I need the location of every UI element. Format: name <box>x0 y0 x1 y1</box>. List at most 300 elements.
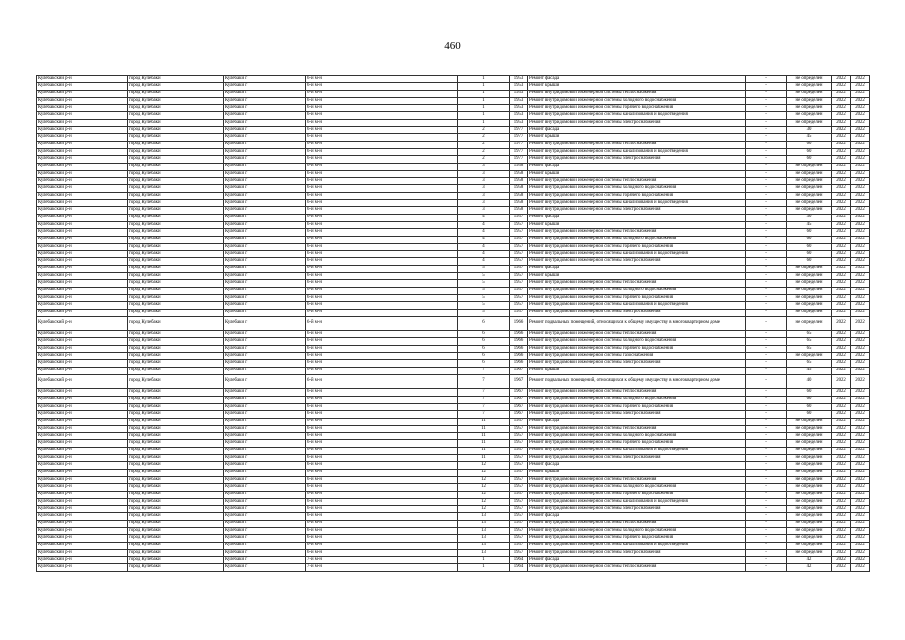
cell-street: 6-й м-н <box>306 498 458 505</box>
table-row <box>37 425 870 432</box>
cell-street: 6-й м-н <box>306 411 458 418</box>
cell-settlement: город Кулебаки <box>128 76 224 83</box>
cell-work-type: Ремонт внутридомовой инженерной системы теплоснабжения <box>528 331 746 338</box>
cell-work-type: Ремонт внутридомовой инженерной системы горячего водоснабжения <box>528 535 746 542</box>
cell-dash: - <box>746 119 787 126</box>
cell-settlement: город Кулебаки <box>128 491 224 498</box>
cell-year-start: 2022 <box>832 221 851 228</box>
cell-year-start: 2022 <box>832 97 851 104</box>
cell-year: 1957 <box>510 287 528 294</box>
cell-dash: - <box>746 564 787 571</box>
cell-term: не определен <box>787 76 832 83</box>
cell-district: Кулебакский р-н <box>37 528 128 535</box>
cell-term: не определен <box>787 192 832 199</box>
cell-locality: Кулебаки г <box>224 462 306 469</box>
cell-work-type: Ремонт фасада <box>528 557 746 564</box>
cell-year-start: 2022 <box>832 141 851 148</box>
cell-work-type: Ремонт внутридомовой инженерной системы холодного водоснабжения <box>528 185 746 192</box>
cell-year: 1957 <box>510 513 528 520</box>
cell-settlement: город Кулебаки <box>128 192 224 199</box>
cell-house: 1 <box>458 112 510 119</box>
table-row <box>37 535 870 542</box>
cell-street: 6-й м-н <box>306 207 458 214</box>
cell-street: 6-й м-н <box>306 185 458 192</box>
cell-street: 6-й м-н <box>306 97 458 104</box>
table-row <box>37 287 870 294</box>
cell-district: Кулебакский р-н <box>37 76 128 83</box>
cell-settlement: город Кулебаки <box>128 564 224 571</box>
cell-locality: Кулебаки г <box>224 396 306 403</box>
cell-work-type: Ремонт фасада <box>528 265 746 272</box>
cell-district: Кулебакский р-н <box>37 192 128 199</box>
cell-house: 13 <box>458 520 510 527</box>
cell-street: 6-й м-н <box>306 462 458 469</box>
cell-year: 1964 <box>510 557 528 564</box>
cell-dash: - <box>746 389 787 396</box>
cell-street: 6-й м-н <box>306 425 458 432</box>
cell-locality: Кулебаки г <box>224 447 306 454</box>
cell-district: Кулебакский р-н <box>37 389 128 396</box>
cell-term: не определен <box>787 119 832 126</box>
cell-settlement: город Кулебаки <box>128 433 224 440</box>
cell-year-end: 2022 <box>851 185 870 192</box>
cell-term: не определен <box>787 97 832 104</box>
cell-year-end: 2022 <box>851 302 870 309</box>
cell-year-end: 2022 <box>851 163 870 170</box>
cell-term: 65 <box>787 338 832 345</box>
table-row <box>37 549 870 556</box>
table-row <box>37 411 870 418</box>
cell-year-end: 2022 <box>851 535 870 542</box>
cell-work-type: Ремонт внутридомовой инженерной системы канализования и водоотведения <box>528 542 746 549</box>
cell-locality: Кулебаки г <box>224 564 306 571</box>
cell-dash: - <box>746 229 787 236</box>
cell-dash: - <box>746 90 787 97</box>
cell-year-start: 2022 <box>832 302 851 309</box>
cell-year-start: 2022 <box>832 119 851 126</box>
table-row <box>37 564 870 571</box>
cell-work-type: Ремонт крыши <box>528 273 746 280</box>
cell-street: 6-й м-н <box>306 294 458 301</box>
cell-term: не определен <box>787 535 832 542</box>
cell-house: 2 <box>458 134 510 141</box>
table-row <box>37 156 870 163</box>
table-row <box>37 105 870 112</box>
cell-settlement: город Кулебаки <box>128 83 224 90</box>
cell-year-start: 2022 <box>832 498 851 505</box>
cell-house: 5 <box>458 280 510 287</box>
cell-year: 1977 <box>510 156 528 163</box>
cell-district: Кулебакский р-н <box>37 403 128 410</box>
cell-settlement: город Кулебаки <box>128 112 224 119</box>
cell-district: Кулебакский р-н <box>37 360 128 367</box>
cell-dash: - <box>746 83 787 90</box>
cell-settlement: город Кулебаки <box>128 389 224 396</box>
cell-year-start: 2022 <box>832 127 851 134</box>
cell-year-end: 2022 <box>851 338 870 345</box>
table-row <box>37 491 870 498</box>
cell-year: 1957 <box>510 236 528 243</box>
cell-street: 6-й м-н <box>306 221 458 228</box>
cell-work-type: Ремонт внутридомовой инженерной системы теплоснабжения <box>528 90 746 97</box>
table-row <box>37 141 870 148</box>
cell-district: Кулебакский р-н <box>37 331 128 338</box>
cell-house: 13 <box>458 542 510 549</box>
cell-work-type: Ремонт внутридомовой инженерной системы холодного водоснабжения <box>528 236 746 243</box>
table-row <box>37 455 870 462</box>
cell-work-type: Ремонт внутридомовой инженерной системы теплоснабжения <box>528 564 746 571</box>
cell-locality: Кулебаки г <box>224 535 306 542</box>
cell-district: Кулебакский р-н <box>37 251 128 258</box>
cell-term: не определен <box>787 520 832 527</box>
cell-house: 1 <box>458 557 510 564</box>
cell-house: 5 <box>458 273 510 280</box>
cell-locality: Кулебаки г <box>224 200 306 207</box>
cell-year: 1966 <box>510 338 528 345</box>
cell-dash: - <box>746 207 787 214</box>
cell-term: 60 <box>787 389 832 396</box>
cell-term: не определен <box>787 185 832 192</box>
cell-year-end: 2022 <box>851 178 870 185</box>
cell-work-type: Ремонт внутридомовой инженерной системы горячего водоснабжения <box>528 192 746 199</box>
cell-locality: Кулебаки г <box>224 469 306 476</box>
cell-street: 6-й м-н <box>306 251 458 258</box>
table-row <box>37 389 870 396</box>
cell-year-end: 2022 <box>851 156 870 163</box>
cell-house: 7 <box>458 367 510 374</box>
cell-settlement: город Кулебаки <box>128 170 224 177</box>
cell-district: Кулебакский р-н <box>37 294 128 301</box>
cell-term: не определен <box>787 207 832 214</box>
cell-street: 6-й м-н <box>306 258 458 265</box>
cell-term: не определен <box>787 491 832 498</box>
cell-house: 4 <box>458 258 510 265</box>
cell-year: 1957 <box>510 294 528 301</box>
cell-street: 6-й м-н <box>306 549 458 556</box>
cell-locality: Кулебаки г <box>224 520 306 527</box>
table-row <box>37 170 870 177</box>
cell-street: 6-й м-н <box>306 127 458 134</box>
cell-dash: - <box>746 447 787 454</box>
cell-street: 6-й м-н <box>306 403 458 410</box>
cell-house: 6 <box>458 338 510 345</box>
cell-term: 60 <box>787 403 832 410</box>
cell-house: 7 <box>458 396 510 403</box>
cell-district: Кулебакский р-н <box>37 338 128 345</box>
cell-locality: Кулебаки г <box>224 389 306 396</box>
cell-year-end: 2022 <box>851 447 870 454</box>
cell-street: 6-й м-н <box>306 119 458 126</box>
cell-year-end: 2022 <box>851 236 870 243</box>
cell-dash: - <box>746 498 787 505</box>
cell-settlement: город Кулебаки <box>128 520 224 527</box>
table-row <box>37 214 870 221</box>
cell-work-type: Ремонт внутридомовой инженерной системы холодного водоснабжения <box>528 528 746 535</box>
cell-district: Кулебакский р-н <box>37 214 128 221</box>
cell-district: Кулебакский р-н <box>37 141 128 148</box>
cell-dash: - <box>746 265 787 272</box>
cell-year-start: 2022 <box>832 462 851 469</box>
cell-locality: Кулебаки г <box>224 506 306 513</box>
cell-year: 1967 <box>510 374 528 388</box>
cell-settlement: город Кулебаки <box>128 367 224 374</box>
cell-year-end: 2022 <box>851 243 870 250</box>
cell-term: не определен <box>787 418 832 425</box>
cell-dash: - <box>746 163 787 170</box>
cell-year-start: 2022 <box>832 549 851 556</box>
cell-street: 6-й м-н <box>306 236 458 243</box>
cell-year: 1957 <box>510 265 528 272</box>
cell-locality: Кулебаки г <box>224 484 306 491</box>
cell-year: 1957 <box>510 484 528 491</box>
cell-year-start: 2022 <box>832 207 851 214</box>
cell-year-end: 2022 <box>851 360 870 367</box>
cell-house: 4 <box>458 221 510 228</box>
table-row <box>37 258 870 265</box>
table-row <box>37 309 870 316</box>
cell-settlement: город Кулебаки <box>128 535 224 542</box>
cell-dash: - <box>746 484 787 491</box>
cell-street: 6-й м-н <box>306 141 458 148</box>
cell-locality: Кулебаки г <box>224 156 306 163</box>
cell-street: 6-й м-н <box>306 243 458 250</box>
cell-year: 1967 <box>510 411 528 418</box>
cell-term: не определен <box>787 105 832 112</box>
cell-locality: Кулебаки г <box>224 243 306 250</box>
cell-dash: - <box>746 367 787 374</box>
cell-locality: Кулебаки г <box>224 127 306 134</box>
cell-term: 65 <box>787 331 832 338</box>
cell-locality: Кулебаки г <box>224 97 306 104</box>
cell-dash: - <box>746 258 787 265</box>
cell-year-end: 2022 <box>851 83 870 90</box>
cell-settlement: город Кулебаки <box>128 360 224 367</box>
cell-settlement: город Кулебаки <box>128 506 224 513</box>
cell-settlement: город Кулебаки <box>128 331 224 338</box>
cell-term: не определен <box>787 542 832 549</box>
cell-year: 1957 <box>510 214 528 221</box>
cell-work-type: Ремонт внутридомовой инженерной системы канализования и водоотведения <box>528 498 746 505</box>
cell-settlement: город Кулебаки <box>128 513 224 520</box>
cell-year: 1958 <box>510 192 528 199</box>
cell-work-type: Ремонт внутридомовой инженерной системы канализования и водоотведения <box>528 200 746 207</box>
cell-term: не определен <box>787 469 832 476</box>
cell-year-start: 2022 <box>832 251 851 258</box>
cell-year-start: 2022 <box>832 367 851 374</box>
cell-locality: Кулебаки г <box>224 294 306 301</box>
cell-house: 2 <box>458 156 510 163</box>
cell-year-end: 2022 <box>851 309 870 316</box>
cell-year-end: 2022 <box>851 557 870 564</box>
cell-year-end: 2022 <box>851 418 870 425</box>
cell-year-start: 2022 <box>832 331 851 338</box>
cell-locality: Кулебаки г <box>224 367 306 374</box>
cell-dash: - <box>746 396 787 403</box>
cell-district: Кулебакский р-н <box>37 520 128 527</box>
cell-settlement: город Кулебаки <box>128 309 224 316</box>
cell-year: 1958 <box>510 200 528 207</box>
cell-year-start: 2022 <box>832 83 851 90</box>
cell-house: 4 <box>458 214 510 221</box>
cell-year-end: 2022 <box>851 469 870 476</box>
cell-work-type: Ремонт внутридомовой инженерной системы горячего водоснабжения <box>528 345 746 352</box>
cell-year-start: 2022 <box>832 360 851 367</box>
cell-year-end: 2022 <box>851 542 870 549</box>
table-row <box>37 83 870 90</box>
cell-year-end: 2022 <box>851 498 870 505</box>
cell-district: Кулебакский р-н <box>37 447 128 454</box>
cell-dash: - <box>746 440 787 447</box>
cell-dash: - <box>746 236 787 243</box>
cell-term: не определен <box>787 528 832 535</box>
cell-locality: Кулебаки г <box>224 105 306 112</box>
cell-settlement: город Кулебаки <box>128 258 224 265</box>
cell-dash: - <box>746 549 787 556</box>
cell-year: 1957 <box>510 498 528 505</box>
cell-street: 6-й м-н <box>306 229 458 236</box>
cell-house: 12 <box>458 476 510 483</box>
cell-year-start: 2022 <box>832 484 851 491</box>
cell-term: не определен <box>787 302 832 309</box>
cell-settlement: город Кулебаки <box>128 97 224 104</box>
cell-year-end: 2022 <box>851 97 870 104</box>
cell-year-start: 2022 <box>832 528 851 535</box>
cell-year: 1977 <box>510 148 528 155</box>
cell-work-type: Ремонт внутридомовой инженерной системы холодного водоснабжения <box>528 97 746 104</box>
cell-year-end: 2022 <box>851 367 870 374</box>
cell-locality: Кулебаки г <box>224 236 306 243</box>
cell-street: 6-й м-н <box>306 345 458 352</box>
cell-house: 1 <box>458 97 510 104</box>
table-row <box>37 200 870 207</box>
cell-dash: - <box>746 170 787 177</box>
cell-district: Кулебакский р-н <box>37 163 128 170</box>
cell-settlement: город Кулебаки <box>128 455 224 462</box>
cell-year-start: 2022 <box>832 353 851 360</box>
cell-year-start: 2022 <box>832 447 851 454</box>
cell-year-start: 2022 <box>832 185 851 192</box>
table-row <box>37 433 870 440</box>
cell-year-end: 2022 <box>851 127 870 134</box>
table-row <box>37 236 870 243</box>
cell-dash: - <box>746 273 787 280</box>
cell-term: не определен <box>787 83 832 90</box>
cell-settlement: город Кулебаки <box>128 243 224 250</box>
cell-settlement: город Кулебаки <box>128 353 224 360</box>
cell-work-type: Ремонт внутридомовой инженерной системы теплоснабжения <box>528 476 746 483</box>
table-row <box>37 273 870 280</box>
cell-dash: - <box>746 345 787 352</box>
cell-house: 12 <box>458 469 510 476</box>
cell-settlement: город Кулебаки <box>128 418 224 425</box>
cell-year-start: 2022 <box>832 345 851 352</box>
cell-locality: Кулебаки г <box>224 440 306 447</box>
cell-year-end: 2022 <box>851 294 870 301</box>
cell-work-type: Ремонт внутридомовой инженерной системы канализования и водоотведения <box>528 148 746 155</box>
cell-street: 6-й м-н <box>306 396 458 403</box>
cell-district: Кулебакский р-н <box>37 119 128 126</box>
cell-dash: - <box>746 403 787 410</box>
cell-district: Кулебакский р-н <box>37 469 128 476</box>
cell-street: 6-й м-н <box>306 287 458 294</box>
cell-locality: Кулебаки г <box>224 491 306 498</box>
cell-district: Кулебакский р-н <box>37 200 128 207</box>
table-row <box>37 134 870 141</box>
cell-year-end: 2022 <box>851 90 870 97</box>
cell-locality: Кулебаки г <box>224 251 306 258</box>
cell-settlement: город Кулебаки <box>128 476 224 483</box>
cell-street: 6-й м-н <box>306 528 458 535</box>
cell-locality: Кулебаки г <box>224 192 306 199</box>
cell-term: не определен <box>787 549 832 556</box>
cell-dash: - <box>746 76 787 83</box>
cell-year-start: 2022 <box>832 506 851 513</box>
cell-settlement: город Кулебаки <box>128 148 224 155</box>
table-row <box>37 127 870 134</box>
cell-district: Кулебакский р-н <box>37 156 128 163</box>
cell-locality: Кулебаки г <box>224 273 306 280</box>
cell-dash: - <box>746 462 787 469</box>
cell-district: Кулебакский р-н <box>37 462 128 469</box>
cell-street: 6-й м-н <box>306 331 458 338</box>
cell-house: 5 <box>458 265 510 272</box>
cell-year-start: 2022 <box>832 455 851 462</box>
cell-settlement: город Кулебаки <box>128 163 224 170</box>
cell-work-type: Ремонт фасада <box>528 127 746 134</box>
cell-district: Кулебакский р-н <box>37 418 128 425</box>
cell-street: 6-й м-н <box>306 83 458 90</box>
cell-dash: - <box>746 528 787 535</box>
cell-locality: Кулебаки г <box>224 513 306 520</box>
cell-term: не определен <box>787 513 832 520</box>
cell-settlement: город Кулебаки <box>128 440 224 447</box>
cell-work-type: Ремонт внутридомовой инженерной системы теплоснабжения <box>528 425 746 432</box>
cell-dash: - <box>746 280 787 287</box>
cell-work-type: Ремонт внутридомовой инженерной системы электроснабжения <box>528 207 746 214</box>
page-number: 460 <box>444 40 461 52</box>
cell-locality: Кулебаки г <box>224 185 306 192</box>
table-row <box>37 119 870 126</box>
cell-district: Кулебакский р-н <box>37 83 128 90</box>
cell-house: 11 <box>458 418 510 425</box>
cell-term: не определен <box>787 294 832 301</box>
cell-term: не определен <box>787 112 832 119</box>
table-row <box>37 345 870 352</box>
cell-year-start: 2022 <box>832 258 851 265</box>
cell-district: Кулебакский р-н <box>37 411 128 418</box>
table-row <box>37 440 870 447</box>
cell-term: 40 <box>787 374 832 388</box>
cell-street: 6-й м-н <box>306 280 458 287</box>
cell-year-end: 2022 <box>851 564 870 571</box>
cell-year-end: 2022 <box>851 484 870 491</box>
cell-district: Кулебакский р-н <box>37 316 128 330</box>
cell-year-end: 2022 <box>851 170 870 177</box>
cell-year-start: 2022 <box>832 236 851 243</box>
table-row <box>37 294 870 301</box>
table-row <box>37 185 870 192</box>
cell-settlement: город Кулебаки <box>128 469 224 476</box>
cell-dash: - <box>746 185 787 192</box>
cell-term: не определен <box>787 455 832 462</box>
cell-year: 1957 <box>510 251 528 258</box>
table-row <box>37 469 870 476</box>
cell-house: 12 <box>458 498 510 505</box>
cell-street: 6-й м-н <box>306 178 458 185</box>
cell-district: Кулебакский р-н <box>37 440 128 447</box>
cell-term: не определен <box>787 425 832 432</box>
cell-work-type: Ремонт внутридомовой инженерной системы холодного водоснабжения <box>528 287 746 294</box>
